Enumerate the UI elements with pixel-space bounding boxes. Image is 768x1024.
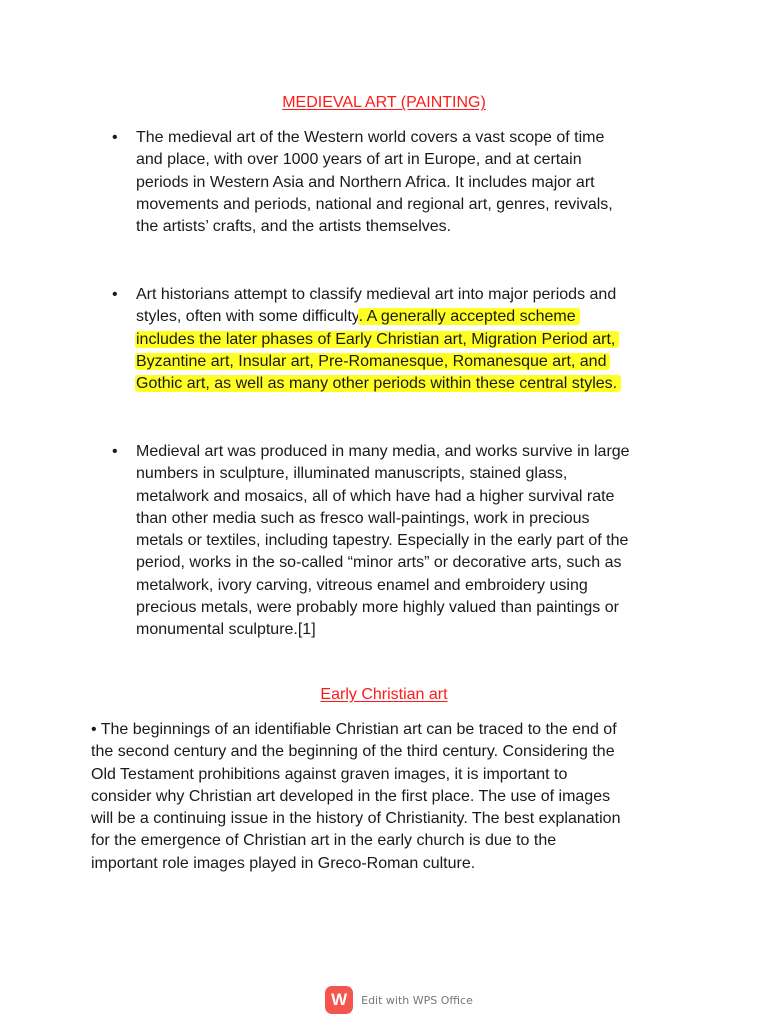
text-line: The medieval art of the Western world covers a vast scope of time — [136, 129, 605, 146]
text-line: the second century and the beginning of the third century. Considering the — [91, 743, 615, 761]
bullet-item-classification — [112, 284, 696, 395]
wps-footer[interactable] — [0, 986, 768, 1014]
highlighted-text: Byzantine art, Insular art, Pre-Romanesque, Romanesque art, and — [136, 352, 607, 370]
text-line: • The beginnings of an identifiable Christian art can be traced to the end of — [91, 721, 617, 738]
highlighted-text: . A generally accepted scheme — [358, 308, 576, 326]
text-line: periods in Western Asia and Northern Africa. It includes major art — [136, 173, 595, 191]
text-line: than other media such as fresco wall-paintings, work in precious — [136, 509, 590, 527]
text-line: numbers in sculpture, illuminated manuscripts, stained glass, — [136, 465, 568, 483]
bullet-dot: • — [112, 129, 118, 146]
text-line: period, works in the so-called “minor arts” or decorative arts, such as — [136, 554, 622, 572]
text-line: will be a continuing issue in the history of Christianity. The best explanation — [91, 810, 621, 828]
text-line: Art historians attempt to classify medieval art into major periods and — [136, 286, 617, 303]
bullet-item-scope — [112, 127, 696, 238]
highlighted-text: includes the later phases of Early Christian art, Migration Period art, — [136, 330, 616, 348]
text-line: metals or textiles, including tapestry. Especially in the early part of the — [136, 532, 629, 550]
text-line: for the emergence of Christian art in the early church is due to the — [91, 832, 557, 850]
bullet-item-media — [112, 441, 696, 642]
text-line: Old Testament prohibitions against graven images, it is important to — [91, 765, 568, 783]
text-line: metalwork and mosaics, all of which have had a higher survival rate — [136, 487, 615, 505]
early-christian-paragraph — [91, 719, 711, 875]
wps-logo-icon[interactable]: W — [325, 986, 353, 1014]
text-line: consider why Christian art developed in the first place. The use of images — [91, 787, 611, 805]
text-line — [136, 351, 696, 373]
text-line — [136, 373, 696, 395]
highlighted-text: Gothic art, as well as many other periods within these central styles. — [136, 375, 618, 393]
text-line: important role images played in Greco-Roman culture. — [91, 854, 476, 872]
text-line: movements and periods, national and regional art, genres, revivals, — [136, 195, 613, 213]
section-heading: Early Christian art — [320, 686, 448, 703]
text-line: Medieval art was produced in many media, and works survive in large — [136, 443, 630, 460]
document-title: MEDIEVAL ART (PAINTING) — [282, 94, 486, 111]
bullet-dot: • — [112, 443, 118, 460]
text-line: monumental sculpture.[1] — [136, 621, 316, 639]
text-line — [136, 306, 696, 328]
bullet-dot: • — [112, 286, 118, 303]
text-line — [136, 329, 696, 351]
text-line: precious metals, were probably more highly valued than paintings or — [136, 599, 619, 617]
text-line: the artists’ crafts, and the artists themselves. — [136, 218, 452, 236]
text-segment: styles, often with some difficulty — [136, 308, 359, 326]
edit-with-wps-link[interactable]: Edit with WPS Office — [361, 993, 473, 1007]
text-line: metalwork, ivory carving, vitreous enamel and embroidery using — [136, 576, 588, 594]
text-line: and place, with over 1000 years of art in Europe, and at certain — [136, 151, 582, 169]
